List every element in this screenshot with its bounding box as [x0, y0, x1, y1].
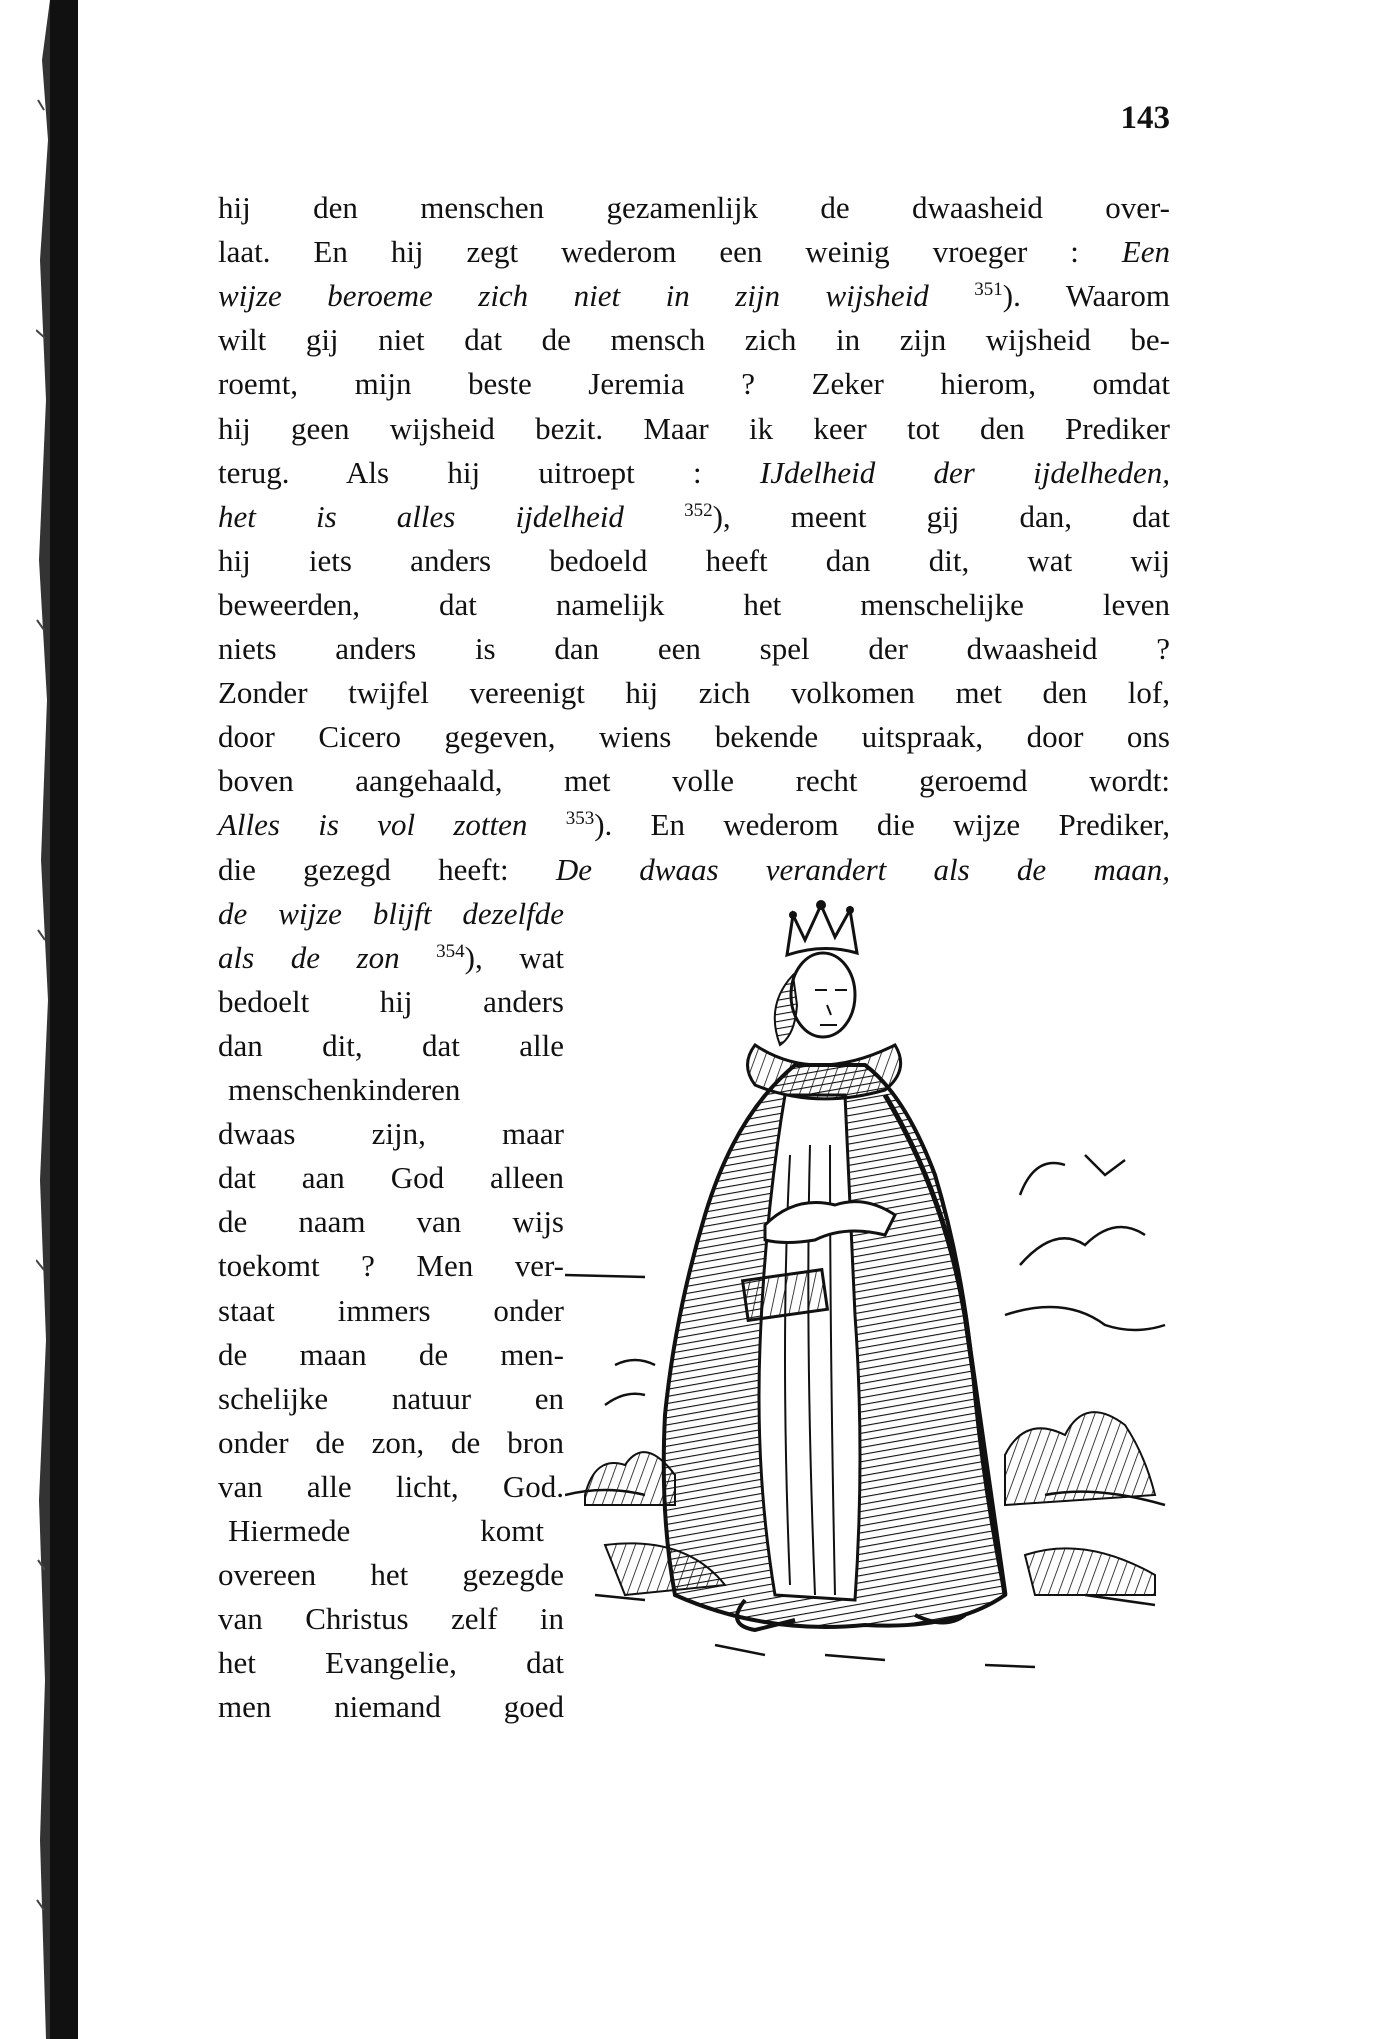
text-segment: Hiermede komt: [228, 1513, 544, 1548]
italic-quotation: als de zon: [218, 939, 437, 975]
text-segment: men niemand goed: [218, 1689, 564, 1725]
italic-quotation: het is alles ijdelheid: [218, 498, 685, 534]
text-line: [218, 715, 1170, 759]
text-segment: terug. Als hij uitroept :: [218, 454, 760, 490]
text-segment: die gezegd heeft:: [218, 851, 556, 887]
text-segment: de naam van wijs: [218, 1204, 564, 1240]
text-segment: hij iets anders bedoeld heeft dan dit, wat wij: [218, 542, 1170, 578]
text-line: [218, 407, 1170, 451]
text-line: [228, 1509, 544, 1553]
text-line: [218, 1024, 564, 1068]
text-line: [218, 627, 1170, 671]
text-line: [218, 362, 1170, 406]
text-segment: ). Waarom: [1002, 278, 1170, 314]
text-segment: door Cicero gegeven, wiens bekende uitspraak, door ons: [218, 719, 1170, 755]
text-line: [218, 1333, 564, 1377]
text-segment: schelijke natuur en: [218, 1380, 564, 1416]
text-line: [218, 1421, 564, 1465]
text-line: [218, 495, 1170, 539]
text-segment: boven aangehaald, met volle recht geroemd wordt:: [218, 763, 1170, 799]
text-line: [218, 1289, 564, 1333]
text-segment: Zonder twijfel vereenigt hij zich volkomen met den lof,: [218, 675, 1170, 711]
text-line: [218, 1112, 564, 1156]
text-segment: ), meent gij dan, dat: [712, 498, 1170, 534]
footnote-reference: 351: [974, 279, 1003, 301]
text-line: [218, 1200, 564, 1244]
text-segment: beweerden, dat namelijk het menschelijke leven: [218, 586, 1170, 622]
text-line: [218, 1597, 564, 1641]
text-line: [218, 583, 1170, 627]
text-line: [218, 451, 1170, 495]
text-line: [218, 848, 1170, 892]
italic-quotation: De dwaas verandert als de maan,: [555, 851, 1171, 887]
text-segment: staat immers onder: [218, 1292, 564, 1328]
text-line: [218, 1685, 564, 1729]
text-segment: roemt, mijn beste Jeremia ? Zeker hierom, omdat: [218, 366, 1170, 402]
text-segment: onder de zon, de bron: [218, 1424, 564, 1460]
text-line: [218, 1641, 564, 1685]
text-line: [218, 539, 1170, 583]
text-line: [218, 892, 564, 936]
italic-quotation: wijze beroeme zich niet in zijn wijsheid: [218, 278, 975, 314]
text-line: [218, 274, 1170, 318]
text-segment: bedoelt hij anders: [218, 983, 564, 1019]
text-line: [218, 803, 1170, 847]
italic-quotation: Alles is vol zotten: [218, 807, 566, 843]
text-line: [218, 759, 1170, 803]
text-segment: toekomt ? Men ver-: [218, 1248, 564, 1284]
text-segment: overeen het gezegde: [218, 1557, 564, 1593]
footnote-reference: 354: [436, 940, 465, 962]
text-line: [218, 230, 1170, 274]
text-segment: dwaas zijn, maar: [218, 1116, 564, 1152]
text-line: [228, 1068, 558, 1112]
italic-quotation: de wijze blijft dezelfde: [218, 895, 564, 931]
text-line: [218, 1465, 564, 1509]
text-line: [218, 980, 564, 1024]
footnote-reference: 352: [684, 499, 713, 521]
text-line: [218, 1377, 564, 1421]
page-number: 143: [1120, 100, 1170, 136]
text-segment: wilt gij niet dat de mensch zich in zijn wijsheid be-: [218, 322, 1170, 358]
text-segment: ), wat: [464, 939, 564, 975]
woodcut-illustration-crowned-figure: [565, 895, 1170, 1725]
text-segment: dan dit, dat alle: [218, 1027, 564, 1063]
footnote-reference: 353: [565, 808, 595, 830]
text-line: [218, 186, 1170, 230]
text-segment: menschenkinderen: [228, 1072, 461, 1107]
text-segment: ). En wederom die wijze Prediker,: [594, 807, 1170, 843]
book-binding-edge: [36, 0, 82, 2039]
text-line: [218, 936, 564, 980]
text-segment: niets anders is dan een spel der dwaasheid ?: [218, 631, 1170, 666]
text-line: [218, 1553, 564, 1597]
text-segment: hij den menschen gezamenlijk de dwaasheid over-: [218, 190, 1170, 225]
text-segment: van alle licht, God.: [218, 1468, 564, 1504]
text-line: [218, 1244, 564, 1288]
text-segment: laat. En hij zegt wederom een weinig vroeger :: [218, 234, 1122, 270]
text-line: [218, 318, 1170, 362]
italic-quotation: IJdelheid der ijdelheden,: [759, 454, 1170, 490]
italic-quotation: Een: [1121, 234, 1170, 270]
text-line: [218, 1156, 564, 1200]
text-segment: het Evangelie, dat: [218, 1645, 564, 1681]
text-segment: de maan de men-: [218, 1336, 564, 1372]
text-line: [218, 671, 1170, 715]
text-segment: dat aan God alleen: [218, 1160, 564, 1196]
text-segment: hij geen wijsheid bezit. Maar ik keer tot den Prediker: [218, 410, 1170, 446]
text-segment: van Christus zelf in: [218, 1601, 564, 1637]
